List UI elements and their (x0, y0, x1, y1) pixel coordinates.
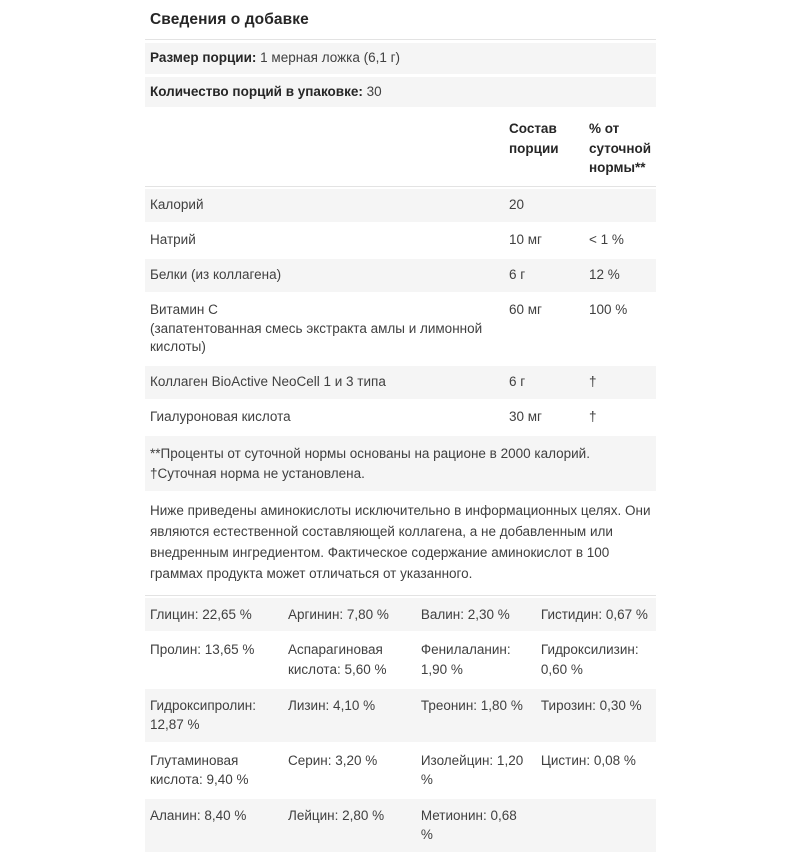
amino-cell: Аспарагиновая кислота: 5,60 % (287, 642, 387, 677)
amino-cell: Лизин: 4,10 % (287, 697, 376, 713)
amino-cell: Серин: 3,20 % (287, 752, 378, 768)
ingredient-detail: (запатентованная смесь экстракта амлы и лимонной кислоты) (150, 320, 483, 355)
serving-size-value: 1 мерная ложка (6,1 г) (256, 49, 401, 65)
facts-cell-name: Гиалуроновая кислота (150, 409, 291, 425)
facts-header-row (145, 111, 656, 186)
footnote-daily-value: **Проценты от суточной нормы основаны на рационе в 2000 калорий. (150, 446, 590, 462)
facts-cell-dv: 12 % (589, 266, 620, 282)
amino-row (145, 799, 656, 852)
facts-cell-amount: 10 мг (509, 231, 542, 247)
amino-cell: Аланин: 8,40 % (150, 807, 247, 823)
servings-per-container-value: 30 (362, 83, 382, 99)
supplement-facts-title: Сведения о добавке (145, 4, 656, 40)
amino-cell: Гистидин: 0,67 % (540, 606, 648, 622)
facts-cell-name (145, 301, 504, 358)
facts-row-hyaluronic-acid (145, 401, 656, 434)
facts-header-amount: Состав порции (509, 121, 559, 156)
facts-row-collagen (145, 366, 656, 399)
facts-cell-name: Натрий (150, 231, 196, 247)
amino-cell: Лейцин: 2,80 % (287, 807, 385, 823)
amino-acids-disclaimer: Ниже приведены аминокислоты исключительно в информационных целях. Они являются естественной составляющей коллагена, а не добавленным или внедренным ингредиентом. Фактическое содержание аминокислот в 100 граммах продукта может отличаться от указанного. (150, 503, 651, 581)
facts-row-protein (145, 259, 656, 292)
amino-cell: Метионин: 0,68 % (420, 807, 517, 843)
supplement-facts-panel (145, 0, 656, 852)
amino-acids-table (145, 595, 656, 852)
facts-cell-dv (584, 196, 656, 215)
facts-header-dv: % от суточной нормы** (589, 121, 652, 175)
footnote-dagger: †Суточная норма не установлена. (150, 465, 365, 481)
amino-cell: Пролин: 13,65 % (150, 642, 255, 658)
facts-cell-amount: 20 (509, 196, 525, 212)
facts-cell-name: Калорий (150, 196, 204, 212)
facts-cell-amount: 60 мг (509, 301, 542, 317)
amino-cell: Аргинин: 7,80 % (287, 606, 389, 622)
amino-cell (536, 806, 656, 845)
facts-header-spacer (145, 119, 504, 176)
amino-cell: Глицин: 22,65 % (150, 606, 252, 622)
amino-cell: Валин: 2,30 % (420, 606, 510, 622)
amino-cell: Гидроксипролин: 12,87 % (150, 697, 256, 733)
facts-row-calories (145, 189, 656, 222)
facts-cell-name: Белки (из коллагена) (150, 266, 282, 282)
facts-footnotes (145, 436, 656, 491)
facts-row-vitamin-c (145, 294, 656, 365)
facts-cell-name: Коллаген BioActive NeoCell 1 и 3 типа (150, 374, 386, 390)
facts-cell-dv: < 1 % (589, 231, 624, 247)
amino-cell: Гидроксилизин: 0,60 % (540, 642, 639, 677)
amino-cell: Фенилаланин: 1,90 % (420, 642, 511, 677)
amino-cell: Треонин: 1,80 % (420, 697, 523, 713)
servings-per-container-row (145, 77, 656, 108)
amino-row (145, 633, 656, 686)
facts-cell-dv: 100 % (589, 301, 628, 317)
amino-cell: Глутаминовая кислота: 9,40 % (150, 752, 249, 788)
facts-cell-amount: 6 г (509, 266, 526, 282)
amino-cell: Тирозин: 0,30 % (540, 697, 642, 713)
facts-table (145, 111, 656, 491)
amino-cell: Цистин: 0,08 % (540, 752, 636, 768)
amino-cell: Изолейцин: 1,20 % (420, 752, 524, 788)
amino-row (145, 689, 656, 742)
facts-cell-dv: † (589, 409, 597, 425)
facts-cell-amount: 30 мг (509, 409, 542, 425)
ingredient-name: Витамин C (150, 301, 218, 317)
facts-row-sodium (145, 224, 656, 257)
serving-size-label: Размер порции: (150, 49, 257, 65)
serving-size-row (145, 43, 656, 74)
facts-cell-dv: † (589, 374, 597, 390)
servings-per-container-label: Количество порций в упаковке: (150, 83, 363, 99)
amino-row (145, 598, 656, 632)
facts-cell-amount: 6 г (509, 374, 526, 390)
amino-row (145, 744, 656, 797)
